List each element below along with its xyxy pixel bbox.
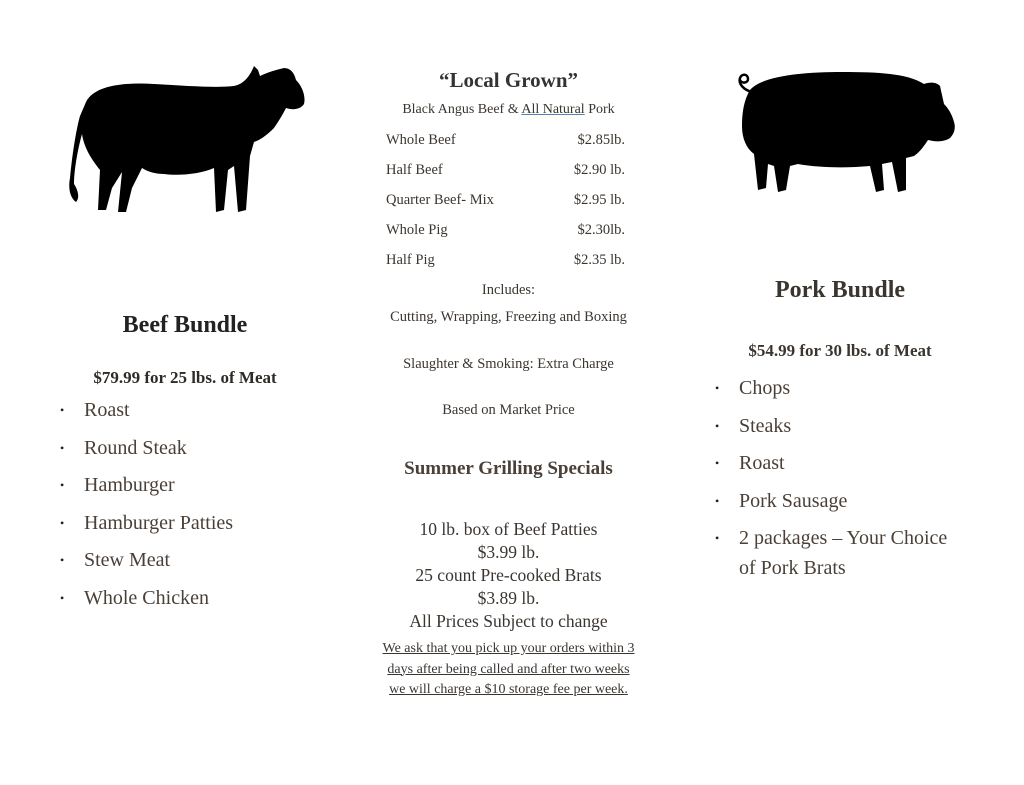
bullet-icon: •	[60, 403, 65, 417]
list-item-label: Stew Meat	[84, 549, 171, 571]
bullet-icon: •	[60, 440, 65, 455]
beef-bundle-price: $79.99 for 25 lbs. of Meat	[93, 368, 277, 387]
list-item-label: Steaks	[739, 414, 792, 437]
price-row	[386, 250, 631, 270]
includes-label: Includes:	[481, 282, 536, 298]
list-item	[60, 584, 233, 622]
list-item	[715, 449, 955, 479]
subtitle-prefix: Black Angus Beef &	[402, 102, 522, 117]
includes-text: Cutting, Wrapping, Freezing and Boxing	[390, 309, 627, 325]
list-item-label: 2 packages – Your Choice of Pork Brats	[739, 527, 948, 579]
list-item-label: Chops	[739, 377, 791, 399]
slaughter-text: Slaughter & Smoking: Extra Charge	[403, 356, 614, 372]
bullet-icon: •	[60, 515, 65, 530]
price-row-price: $2.85lb.	[577, 132, 625, 148]
special-line: $3.89 lb.	[477, 588, 540, 608]
list-item-label: Roast	[739, 452, 785, 474]
local-grown-title: “Local Grown”	[438, 68, 579, 92]
price-row-name: Quarter Beef- Mix	[386, 192, 494, 208]
price-row-name: Whole Beef	[386, 132, 456, 148]
pickup-notice: We ask that you pick up your orders within 3 days after being called and after two weeks we will charge a $10 storage fee per week.	[382, 641, 635, 697]
list-item-label: Whole Chicken	[84, 586, 209, 609]
subtitle-underlined: All Natural	[521, 102, 585, 117]
list-item-label: Pork Sausage	[739, 489, 848, 512]
special-line: All Prices Subject to change	[409, 611, 608, 631]
price-row-price: $2.30lb.	[577, 222, 625, 238]
beef-bundle-list	[60, 396, 233, 621]
price-row-price: $2.35 lb.	[573, 252, 625, 268]
list-item	[60, 471, 233, 509]
grilling-specials	[380, 518, 637, 633]
list-item	[715, 524, 955, 583]
list-item-label: Roast	[84, 399, 130, 421]
cow-icon	[64, 60, 306, 218]
bullet-icon: •	[715, 381, 720, 395]
pork-bundle-list	[715, 374, 955, 591]
bullet-icon: •	[715, 418, 720, 433]
list-item	[60, 546, 233, 584]
list-item	[715, 412, 955, 442]
list-item	[60, 396, 233, 434]
bullet-icon: •	[715, 456, 720, 470]
special-line: 10 lb. box of Beef Patties	[419, 519, 598, 539]
list-item-label: Round Steak	[84, 436, 187, 459]
price-row	[386, 190, 631, 210]
pork-bundle-title: Pork Bundle	[774, 277, 906, 303]
price-row-name: Half Pig	[386, 252, 435, 268]
summer-grilling-title: Summer Grilling Specials	[404, 458, 613, 479]
bullet-icon: •	[60, 590, 65, 605]
special-line: 25 count Pre-cooked Brats	[415, 565, 602, 585]
price-row-name: Half Beef	[386, 162, 443, 178]
list-item-label: Hamburger Patties	[84, 511, 234, 534]
bullet-icon: •	[60, 553, 65, 567]
list-item-label: Hamburger	[84, 474, 175, 496]
subtitle-suffix: Pork	[584, 102, 615, 117]
market-price-text: Based on Market Price	[442, 402, 575, 418]
price-row-name: Whole Pig	[386, 222, 448, 238]
pork-bundle-price: $54.99 for 30 lbs. of Meat	[748, 341, 932, 360]
local-grown-subtitle	[386, 102, 631, 118]
bullet-icon: •	[715, 493, 720, 508]
list-item	[60, 434, 233, 472]
list-item	[60, 509, 233, 547]
beef-bundle-title: Beef Bundle	[122, 312, 248, 338]
list-item	[715, 374, 955, 404]
price-row-price: $2.95 lb.	[573, 192, 625, 208]
price-row	[386, 160, 631, 180]
bullet-icon: •	[60, 478, 65, 492]
price-row	[386, 220, 631, 240]
price-row-price: $2.90 lb.	[573, 162, 625, 178]
list-item	[715, 487, 955, 517]
pig-icon	[732, 68, 958, 194]
bullet-icon: •	[715, 531, 720, 545]
special-line: $3.99 lb.	[477, 542, 540, 562]
price-row	[386, 130, 631, 150]
